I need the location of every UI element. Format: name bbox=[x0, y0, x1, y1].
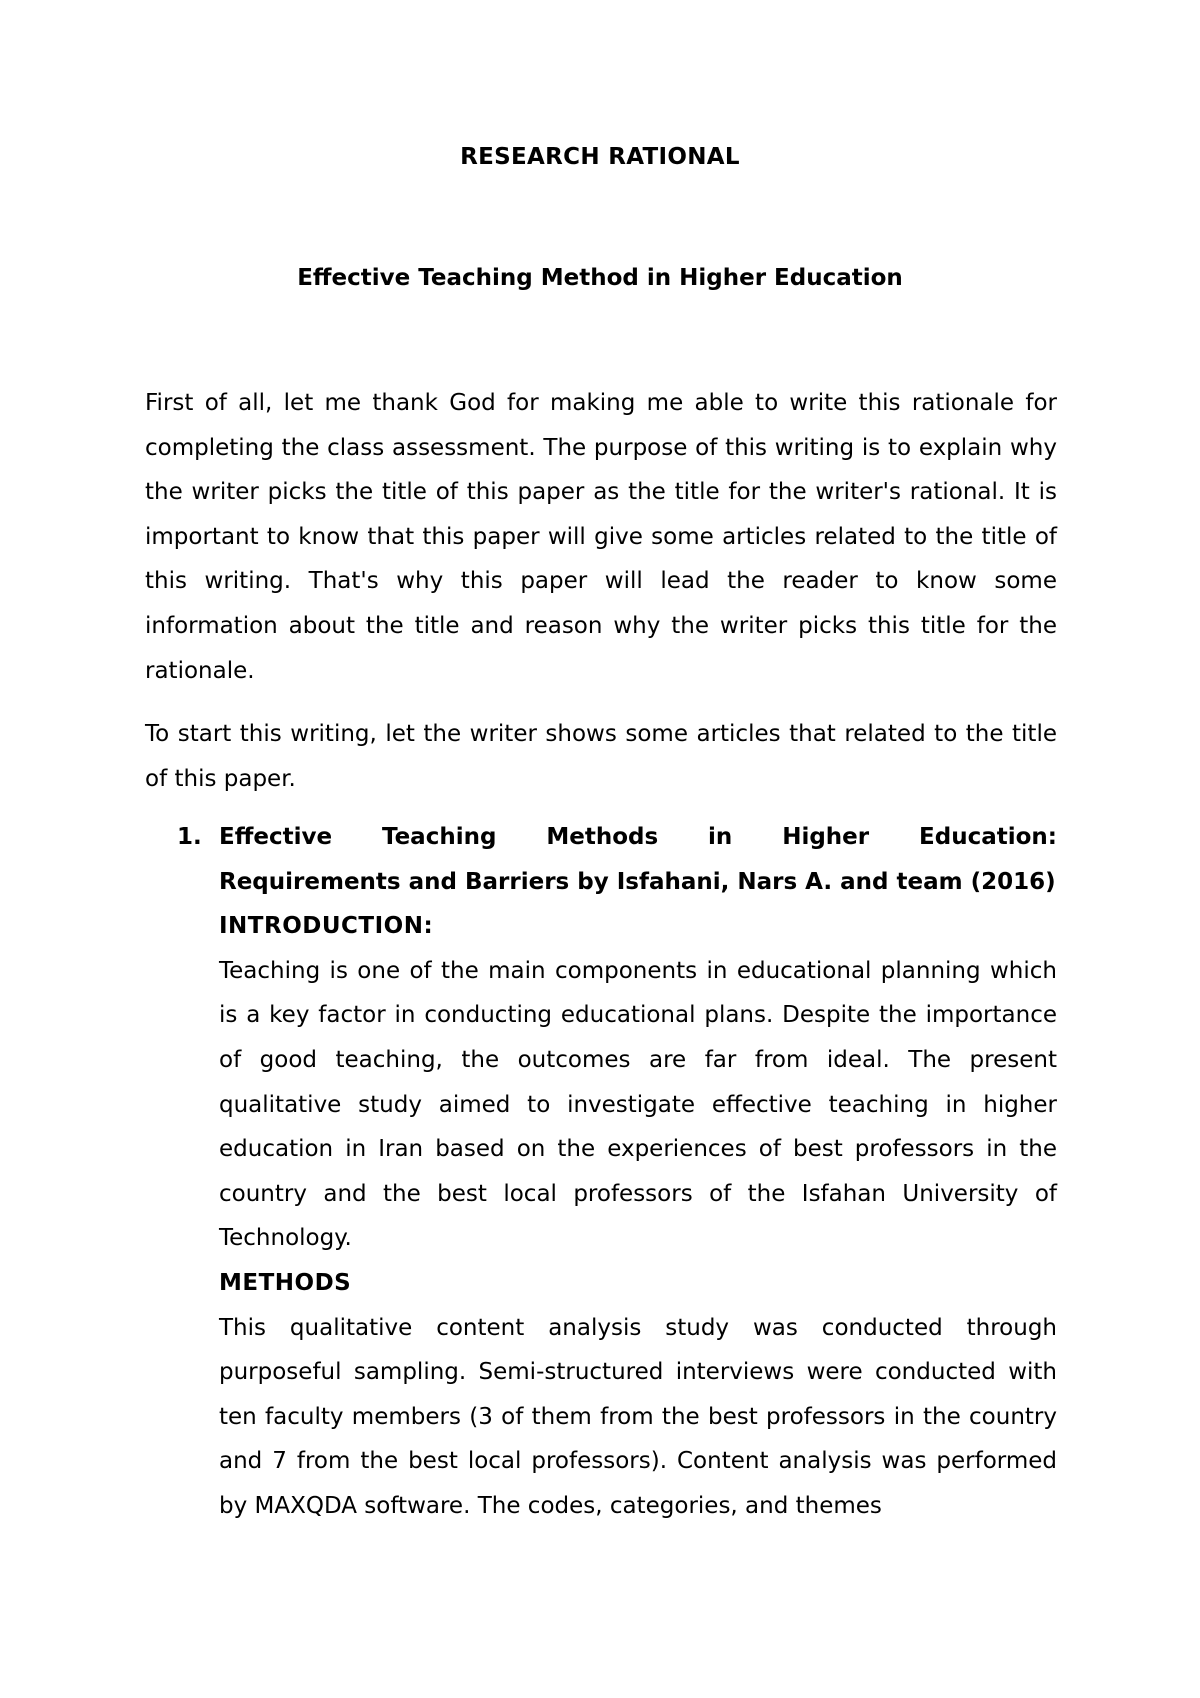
list-item-number: 1. bbox=[177, 824, 202, 850]
methods-text: This qualitative content analysis study was conducted through purposeful sampling. Semi-structured interviews were conducted with ten faculty members (3 of them from the best professors in the country and 7 from the best local professors). Content analysis was performed by MAXQDA software. The codes, categories, and themes bbox=[219, 1314, 1057, 1519]
article-heading-line-1: Effective Teaching Methods in Higher Education: bbox=[219, 824, 1057, 850]
introduction-text: Teaching is one of the main components in educational planning which is a key factor in conducting educational plans. Despite the importance of good teaching, the outcomes are far from ideal. The present qualitative study aimed to investigate effective teaching in higher education in Iran based on the experiences of best professors in the country and the best local professors of the Isfahan University of Technology. bbox=[219, 957, 1057, 1252]
document-subtitle: Effective Teaching Method in Higher Education bbox=[297, 265, 903, 291]
articles-intro-paragraph: To start this writing, let the writer shows some articles that related to the title of this paper. bbox=[145, 721, 1057, 792]
methods-label: METHODS bbox=[219, 1269, 352, 1296]
document-title: RESEARCH RATIONAL bbox=[460, 144, 740, 170]
introduction-label: INTRODUCTION: bbox=[219, 913, 434, 940]
list-item-content bbox=[219, 815, 1057, 1529]
article-heading-line-2: Requirements and Barriers by Isfahani, Nars A. and team (2016) bbox=[219, 868, 1056, 895]
intro-paragraph: First of all, let me thank God for making me able to write this rationale for completing the class assessment. The purpose of this writing is to explain why the writer picks the title of this paper as the title for the writer's rational. It is important to know that this paper will give some articles related to the title of this writing. That's why this paper will lead the reader to know some information about the title and reason why the writer picks this title for the rationale. bbox=[145, 390, 1057, 684]
article-heading bbox=[219, 815, 1057, 904]
